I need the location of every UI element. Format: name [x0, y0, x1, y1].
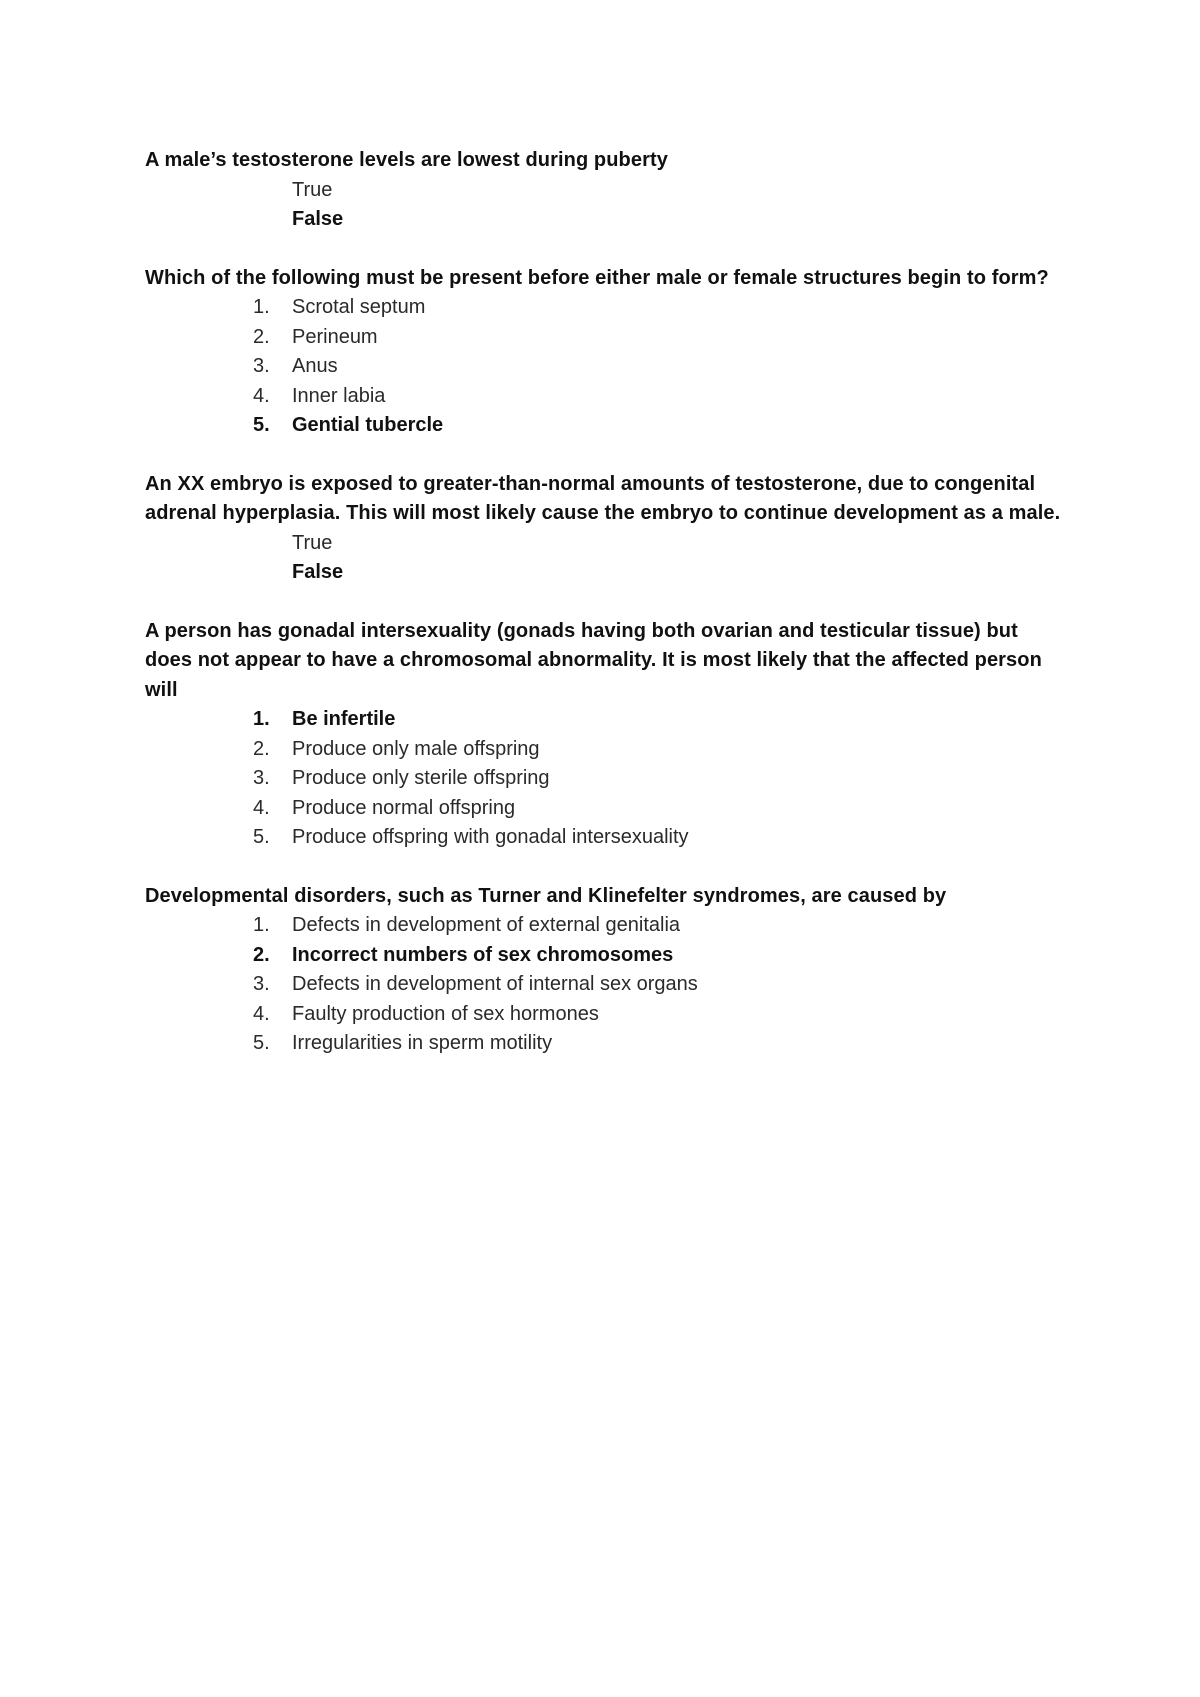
answer-option	[145, 323, 1065, 353]
option-label: Defects in development of external genitalia	[292, 914, 681, 936]
option-label: False	[292, 561, 344, 583]
answer-option	[145, 293, 1065, 323]
option-label: Produce only male offspring	[292, 737, 540, 760]
option-number: 2.	[253, 737, 270, 760]
option-label: Anus	[292, 355, 338, 377]
answer-option	[145, 382, 1065, 412]
answer-option-correct	[145, 558, 1065, 588]
answer-option-correct	[145, 941, 1065, 971]
answer-option-correct	[145, 705, 1065, 735]
option-number: 5.	[253, 1032, 270, 1054]
answer-option	[145, 735, 1065, 765]
option-number: 4.	[253, 796, 270, 819]
option-number: 1.	[253, 914, 270, 936]
question-block	[145, 617, 1065, 853]
quiz-content	[145, 146, 1065, 1088]
option-number: 2.	[253, 943, 270, 966]
question-text: A person has gonadal intersexuality (gonads having both ovarian and testicular tissue) but does not appear to have a chromosomal abnormality. It is most likely that the affected person will	[145, 619, 1042, 701]
option-number: 1.	[253, 296, 270, 318]
option-label: True	[292, 531, 333, 554]
question-text: Developmental disorders, such as Turner and Klinefelter syndromes, are caused by	[145, 884, 947, 907]
option-number: 4.	[253, 384, 270, 407]
answer-option-correct	[145, 205, 1065, 235]
option-number: 2.	[253, 325, 270, 348]
answer-option	[145, 794, 1065, 824]
option-label: Produce offspring with gonadal intersexuality	[292, 826, 689, 848]
option-number: 5.	[253, 826, 270, 848]
question-block	[145, 146, 1065, 235]
answer-option	[145, 970, 1065, 1000]
answer-option	[145, 352, 1065, 382]
option-label: Produce only sterile offspring	[292, 767, 550, 789]
answer-options	[145, 705, 1065, 853]
option-number: 5.	[253, 414, 270, 436]
question-block	[145, 470, 1065, 588]
answer-option	[145, 1029, 1065, 1059]
option-number: 3.	[253, 973, 270, 995]
answer-option	[145, 764, 1065, 794]
answer-option	[145, 176, 1065, 206]
option-label: Perineum	[292, 325, 378, 348]
option-label: Incorrect numbers of sex chromosomes	[292, 943, 674, 966]
option-label: True	[292, 178, 333, 201]
question-text: An XX embryo is exposed to greater-than-normal amounts of testosterone, due to congenital adrenal hyperplasia. This will most likely cause the embryo to continue development as a male.	[145, 472, 1061, 524]
option-label: Gential tubercle	[292, 414, 444, 436]
option-label: Scrotal septum	[292, 296, 426, 318]
option-label: Be infertile	[292, 708, 396, 730]
option-label: Irregularities in sperm motility	[292, 1032, 553, 1054]
question-block	[145, 264, 1065, 441]
answer-option	[145, 823, 1065, 853]
answer-options	[145, 293, 1065, 441]
option-label: Inner labia	[292, 384, 386, 407]
option-number: 3.	[253, 767, 270, 789]
option-label: Produce normal offspring	[292, 796, 516, 819]
answer-options	[145, 176, 1065, 235]
option-number: 1.	[253, 708, 270, 730]
question-text: A male’s testosterone levels are lowest during puberty	[145, 149, 668, 171]
question-text: Which of the following must be present before either male or female structures begin to form?	[145, 266, 1049, 289]
question-block	[145, 882, 1065, 1059]
option-label: False	[292, 208, 344, 230]
option-number: 4.	[253, 1002, 270, 1025]
option-number: 3.	[253, 355, 270, 377]
answer-option	[145, 1000, 1065, 1030]
answer-option	[145, 911, 1065, 941]
option-label: Faulty production of sex hormones	[292, 1002, 599, 1025]
answer-options	[145, 911, 1065, 1059]
answer-options	[145, 529, 1065, 588]
answer-option-correct	[145, 411, 1065, 441]
option-label: Defects in development of internal sex organs	[292, 973, 698, 995]
answer-option	[145, 529, 1065, 559]
